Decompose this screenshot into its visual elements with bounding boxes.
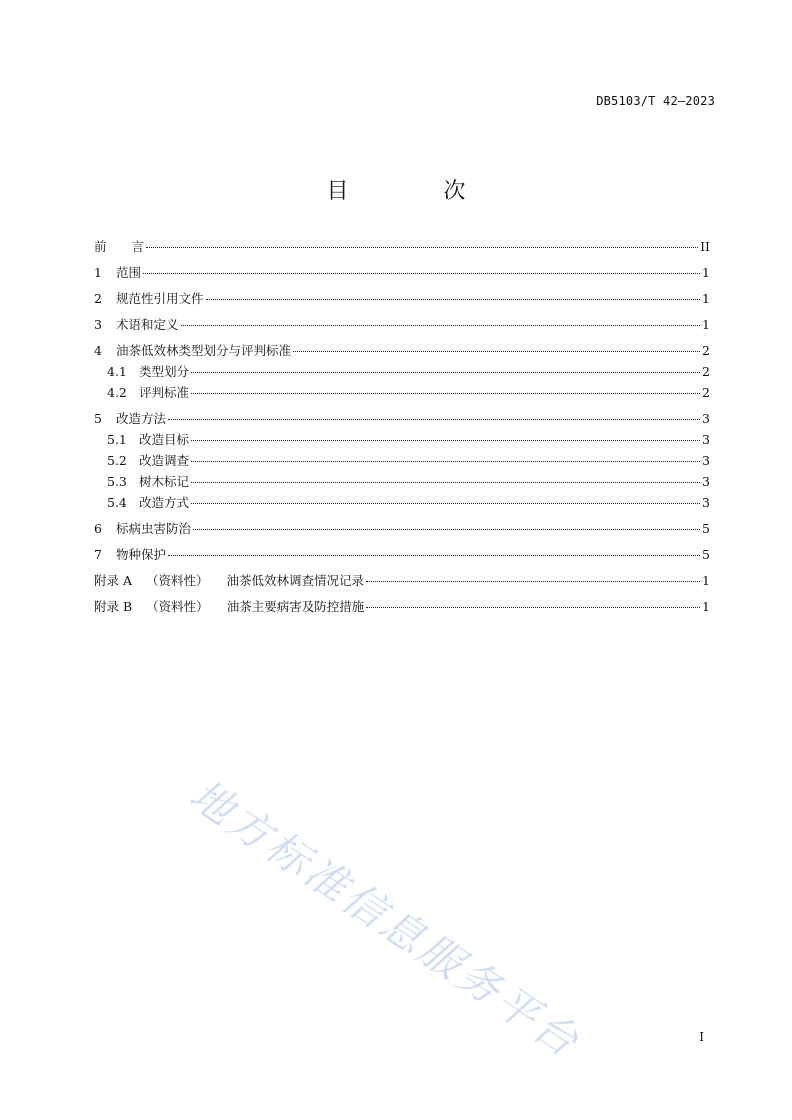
toc-entry[interactable] [94, 520, 710, 538]
toc-dot-leader [191, 493, 700, 504]
toc-entry-label: 术语和定义 [116, 317, 179, 332]
toc-entry-page: 1 [702, 291, 710, 306]
toc-entry[interactable] [94, 431, 710, 449]
toc-entry-page: 1 [702, 265, 710, 280]
toc-entry[interactable] [94, 316, 710, 334]
toc-entry-page: II [700, 239, 710, 254]
toc-entry[interactable] [94, 452, 710, 470]
toc-entry-page: 5 [702, 547, 710, 562]
toc-entry-tag: （资料性） [146, 573, 209, 588]
toc-entry-page: 3 [702, 474, 710, 489]
table-of-contents [94, 238, 710, 616]
toc-entry-page: 3 [702, 411, 710, 426]
toc-entry[interactable] [94, 572, 710, 590]
toc-entry-page: 1 [702, 573, 710, 588]
toc-entry[interactable] [94, 410, 710, 428]
toc-entry-number: 4.2 [107, 385, 127, 400]
toc-entry-label: 树木标记 [139, 474, 190, 489]
toc-entry[interactable] [94, 598, 710, 616]
toc-entry-label: 标病虫害防治 [116, 521, 192, 536]
toc-dot-leader [143, 263, 700, 274]
toc-entry-number: 7 [94, 547, 102, 562]
toc-entry-label: 油茶低效林类型划分与评判标准 [116, 343, 292, 358]
document-code: DB5103/T 42—2023 [596, 94, 715, 108]
toc-entry-page: 5 [702, 521, 710, 536]
toc-entry-page: 2 [702, 364, 710, 379]
toc-entry-label: 物种保护 [116, 547, 167, 562]
toc-entry-number: 附录 A [94, 573, 133, 588]
toc-entry-number: 5.3 [107, 474, 127, 489]
toc-entry[interactable] [94, 238, 710, 256]
toc-entry-page: 3 [702, 453, 710, 468]
toc-dot-leader [168, 409, 700, 420]
toc-entry-number: 4 [94, 343, 102, 358]
toc-dot-leader [191, 472, 700, 483]
toc-entry-number: 5.1 [107, 432, 127, 447]
toc-entry-page: 2 [702, 343, 710, 358]
toc-dot-leader [206, 289, 701, 300]
toc-entry-page: 2 [702, 385, 710, 400]
toc-dot-leader [193, 519, 700, 530]
toc-entry[interactable] [94, 546, 710, 564]
toc-dot-leader [181, 315, 701, 326]
toc-entry[interactable] [94, 494, 710, 512]
toc-entry-number: 4.1 [107, 364, 127, 379]
toc-entry-label: 改造目标 [139, 432, 190, 447]
toc-entry-page: 1 [702, 317, 710, 332]
toc-entry-label: 油茶主要病害及防控措施 [226, 599, 365, 614]
toc-entry-label: 改造调查 [139, 453, 190, 468]
toc-entry-number: 3 [94, 317, 102, 332]
toc-entry[interactable] [94, 363, 710, 381]
toc-dot-leader [146, 237, 698, 248]
toc-title: 目 次 [326, 179, 510, 204]
toc-entry-label: 前 言 [94, 239, 145, 254]
toc-entry-label: 油茶低效林调查情况记录 [226, 573, 365, 588]
toc-entry-label: 规范性引用文件 [116, 291, 204, 306]
toc-dot-leader [191, 430, 700, 441]
toc-entry-label: 改造方法 [116, 411, 167, 426]
toc-dot-leader [366, 571, 700, 582]
toc-entry-number: 5.2 [107, 453, 127, 468]
toc-dot-leader [191, 383, 700, 394]
toc-entry-label: 类型划分 [139, 364, 190, 379]
toc-entry-label: 改造方式 [139, 495, 190, 510]
toc-entry-label: 评判标准 [139, 385, 190, 400]
toc-entry-number: 5 [94, 411, 102, 426]
toc-dot-leader [293, 341, 700, 352]
toc-entry[interactable] [94, 384, 710, 402]
toc-entry-page: 3 [702, 495, 710, 510]
toc-dot-leader [366, 597, 700, 608]
toc-entry-number: 2 [94, 291, 102, 306]
toc-dot-leader [168, 545, 700, 556]
toc-dot-leader [191, 451, 700, 462]
toc-entry[interactable] [94, 290, 710, 308]
toc-entry-number: 附录 B [94, 599, 133, 614]
toc-entry-number: 1 [94, 265, 102, 280]
page-number: I [699, 1030, 704, 1044]
watermark: 地方标准信息服务平台 [180, 769, 590, 1068]
toc-entry-page: 3 [702, 432, 710, 447]
toc-entry-page: 1 [702, 599, 710, 614]
toc-dot-leader [191, 362, 700, 373]
toc-entry-tag: （资料性） [146, 599, 209, 614]
toc-entry[interactable] [94, 264, 710, 282]
toc-entry-label: 范围 [116, 265, 142, 280]
toc-entry[interactable] [94, 473, 710, 491]
toc-entry-number: 6 [94, 521, 102, 536]
toc-entry[interactable] [94, 342, 710, 360]
toc-entry-number: 5.4 [107, 495, 127, 510]
